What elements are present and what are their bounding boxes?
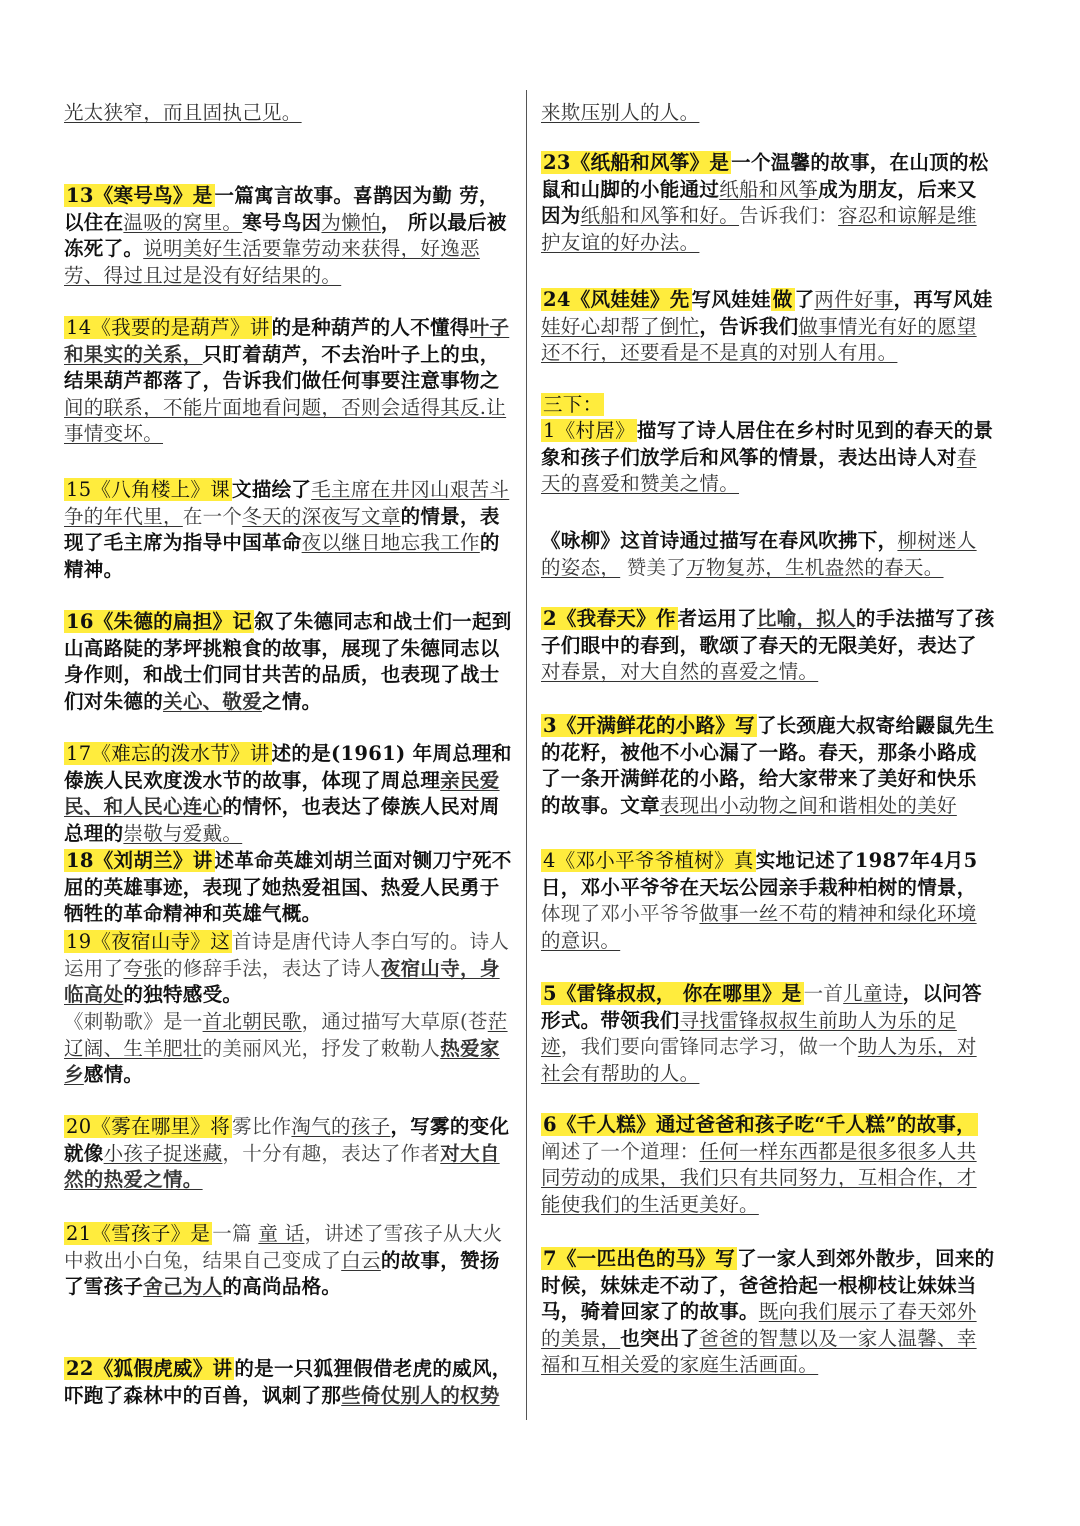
left-paragraph [64,1009,514,1089]
left-paragraph [64,848,514,928]
text-run: 1《村居》 [543,419,635,442]
left-paragraph [64,183,514,289]
text-run: ，告诉我们 [699,314,799,338]
left-paragraph [64,477,514,583]
text-run: 雾比作 [232,1115,292,1138]
text-run: 亲民爱民、和人民心连心 [64,768,500,818]
text-run: 光太狭窄，而且固执己见。 [64,101,302,124]
text-run: 的情怀，也表达了傣族人民对周总理的 [64,795,500,845]
text-run: 爸爸的智慧以及一家人温馨、幸福和互相关爱的家庭生活画面。 [541,1326,977,1376]
text-run: 既向我们展示了春天郊外的美景， [541,1300,977,1350]
text-run: 15《八角楼上》课 [66,478,231,501]
text-run: 的手法描写了孩子们眼中的春到，歌颂了春天的无限美好，表达了 [541,607,995,657]
text-run: 21《雪孩子》是 [66,1222,211,1245]
text-run: 文描绘了 [232,478,312,501]
text-run: 纸船和风筝和好。 [580,204,740,227]
text-run: 24《风娃娃》先 [543,288,690,311]
text-run: 来欺压别人的人。 [541,101,700,124]
text-run: 赞美了 [620,555,687,579]
text-run: 说明美好生活要靠劳动来获得，好逸恶劳、得过且过是没有好结果的。 [64,237,480,287]
text-run: 6《千人糕》通过爸爸和孩子吃“千人糕”的故事， [543,1113,976,1136]
right-paragraph [541,418,996,498]
text-run: 一个温馨的故事，在山顶的松鼠和山脚的小能通过 [541,151,989,201]
right-paragraph [541,1112,996,1218]
column-divider [526,90,527,1420]
text-run: 的高尚品格。 [222,1275,342,1298]
text-run: 儿童诗 [843,982,903,1005]
right-paragraph [541,150,996,256]
text-run: 比喻，拟人 [756,607,856,630]
text-run: 助人为乐，对社会有帮助的人。 [541,1035,977,1085]
text-run: 告诉我们： [739,204,839,227]
text-run: 夸张 [123,956,164,980]
text-run: 做事一丝不苟的精神和绿化环境的意识。 [541,902,977,952]
text-run: 夜以继日地忘我工作 [301,531,480,554]
text-run: 一首 [803,982,844,1005]
text-run: 的精神。 [64,531,500,581]
right-paragraph [541,606,996,686]
text-run: 了一家人到郊外散步，回来的时候，妹妹走不动了，爸爸拾起一根柳枝让妹妹当马，骑着回家了的故事。 [541,1247,995,1323]
text-run: 首北朝民歌 [202,1010,302,1033]
text-run: 19《夜宿山寺》这 [66,930,231,953]
text-run: 了 [794,288,815,311]
text-run: 寒号鸟因 [242,210,322,234]
right-paragraph [541,981,996,1087]
text-run: 一篇 [212,1222,259,1245]
text-run: ，再写风娃 [893,288,993,311]
text-run: 春天的喜爱和赞美之情。 [541,445,977,495]
left-paragraph [64,315,514,448]
text-run: 的情景，表现了毛主席为指导中国革命 [64,504,500,554]
text-run: 容忍和谅解是维护友谊的好办法。 [541,204,977,254]
text-run: 柳树迷人的姿态， [541,529,977,579]
left-paragraph [64,100,514,127]
text-run: 万物复苏，生机盎然的春天。 [686,555,944,579]
left-paragraph [64,929,514,1009]
left-paragraph [64,1221,514,1301]
text-run: 温吸的窝里。 [123,210,243,234]
text-run: 淘气的孩子 [291,1115,391,1138]
text-run: 小孩子捉迷藏 [103,1141,223,1165]
left-paragraph [64,609,514,715]
text-run: 娃好心却帮了倒忙 [541,314,700,338]
text-run: 童 话 [258,1222,305,1245]
text-run: 22《狐假虎威》讲 [66,1357,233,1380]
text-run: 做事情光有好的愿望还不行，还要看是不是真的对别人有用。 [541,314,977,364]
text-run: 三下： [543,393,603,416]
right-paragraph [541,713,996,819]
text-run: 13《寒号鸟》是 [66,184,213,207]
text-run: 做 [772,288,793,311]
text-run: 些倚仗别人的权势 [341,1383,500,1407]
text-run: 毛主席在井冈山艰苦斗争的年代里， [64,478,510,528]
text-run: 夜宿山寺，身临高处 [64,956,500,1006]
text-run: 关心、敬爱 [163,689,263,713]
text-run: 叶子和果实的关系， [64,316,510,366]
text-run: 的美丽风光，抒发了敕勒人 [202,1036,441,1060]
text-run: 20《雾在哪里》将 [66,1115,231,1138]
text-run: 7《一匹出色的马》写 [543,1247,736,1270]
text-run: 两件好事 [814,288,894,311]
text-run: 茫辽阔、生羊肥壮 [64,1010,508,1060]
text-run: 对大自然的热爱之情。 [64,1141,500,1191]
right-paragraph [541,1246,996,1379]
text-run: ，我们要向雷锋同志学习，做一个 [560,1035,858,1058]
text-run: 舍己为人 [143,1275,223,1298]
text-run: 冬天的深夜写文章 [242,504,401,528]
text-run: 的故事，赞扬了雪孩子 [64,1248,500,1298]
text-run: 的是种葫芦的人不懂得 [271,316,470,339]
text-run: 一篇寓言故事。喜鹊因为勤 劳，以住在 [64,184,499,234]
text-run: 间的联系，不能片面地看问题，否则会适得其反.让事情变坏。 [64,395,507,445]
text-run: 热爱家乡 [64,1036,500,1086]
text-run: 感情。 [83,1063,144,1086]
text-run: 的是一只狐狸假借老虎的威风，吓跑了森林中的百兽，讽刺了那 [64,1357,512,1407]
text-run: 崇敬与爱戴。 [123,821,243,845]
text-run: 2《我春天》作 [543,607,676,630]
text-run: 5《雷锋叔叔， 你在哪里》是 [543,982,802,1005]
text-run: 的独特感受。 [123,983,243,1006]
text-run: 纸船和风筝 [719,177,819,201]
text-run: 寻找雷锋叔叔生前助人为乐的足迹 [541,1008,957,1058]
left-paragraph [64,1114,514,1194]
right-paragraph [541,392,996,419]
text-run: 描写了诗人居住在乡村时见到的春天的景象和孩子们放学后和风筝的情景，表达出诗人对 [541,419,994,469]
right-paragraph [541,528,996,581]
text-run: 16《朱德的扁担》记 [66,610,253,633]
text-run: ，写雾的变化就像 [64,1115,510,1165]
text-run: 了长颈鹿大叔寄给鼹鼠先生的花籽，被他不小心漏了一路。春天，那条小路成了一条开满鲜花的小路，给大家带来了美好和快乐的故事。文章 [541,714,995,817]
text-run: 在一个 [182,504,243,528]
text-run: 成为朋友，后来又因为 [541,177,977,227]
text-run: 述的是(1961) 年周总理和傣族人民欢度泼水节的故事，体现了周总理 [64,742,512,792]
text-run: 4《邓小平爷爷植树》真 [543,849,754,872]
text-run: 述革命英雄刘胡兰面对铡刀宁死不屈的英雄事迹，表现了她热爱祖国、热爱人民勇于牺牲的革命精神和英雄气概。 [64,849,512,925]
right-paragraph [541,848,996,954]
text-run: 之情。 [262,689,322,713]
text-run: 《刺勒歌》是一 [64,1010,203,1033]
left-paragraph [64,1356,514,1409]
text-run: 只盯着葫芦，不去治叶子上的虫，结果葫芦都落了，告诉我们做任何事要注意事物之 [64,342,500,392]
text-run: ， 所以最后被冻死了。 [64,210,507,260]
text-run: ，十分有趣，表达了作者 [222,1141,441,1165]
text-run: 表现出小动物之间和谐相处的美好 [659,793,957,817]
text-run: ，通过描写大草原(苍 [301,1010,488,1033]
text-run: 体现了邓小平爷爷 [541,902,700,925]
text-run: 白云 [341,1248,381,1272]
text-run: 17《难忘的泼水节》讲 [66,742,270,765]
text-run: ，讲述了雪孩子从大火中救出小白兔，结果自己变成了 [64,1222,503,1272]
text-run: 叙了朱德同志和战士们一起到山高路陡的茅坪挑粮食的故事，展现了朱德同志以身作则，和战士们同甘共苦的品质，也表现了战士们对朱德的 [64,610,512,713]
text-run: 写风娃娃 [691,288,771,311]
text-run: 首诗是唐代诗人李白写的。诗人运用了 [64,930,510,980]
text-run: 对春景，对大自然的喜爱之情。 [541,660,819,683]
text-run: 18《刘胡兰》讲 [66,849,213,872]
text-run: 14《我要的是葫芦》讲 [66,316,270,339]
text-run: 23《纸船和风筝》是 [543,151,730,174]
text-run: 阐述了一个道理： [541,1139,700,1163]
right-paragraph [541,100,996,127]
text-run: 为懒怕 [321,210,381,234]
left-paragraph [64,741,514,847]
text-run: 《咏柳》这首诗通过描写在春风吹拂下， [541,529,898,552]
right-paragraph [541,287,996,367]
text-run: 任何一样东西都是很多很多人共同劳动的成果，我们只有共同努力，互相合作，才能使我们的生活更美好。 [541,1139,977,1216]
text-run: 者运用了 [677,607,757,630]
text-run: ，以问答形式。带领我们 [541,982,982,1032]
text-run: 也突出了 [620,1326,700,1350]
text-run: 的修辞手法，表达了诗人 [163,956,381,980]
text-run: 3《开满鲜花的小路》写 [543,714,755,737]
text-run: 实地记述了1987年4月5日，邓小平爷爷在天坛公园亲手栽种柏树的情景， [541,849,978,899]
